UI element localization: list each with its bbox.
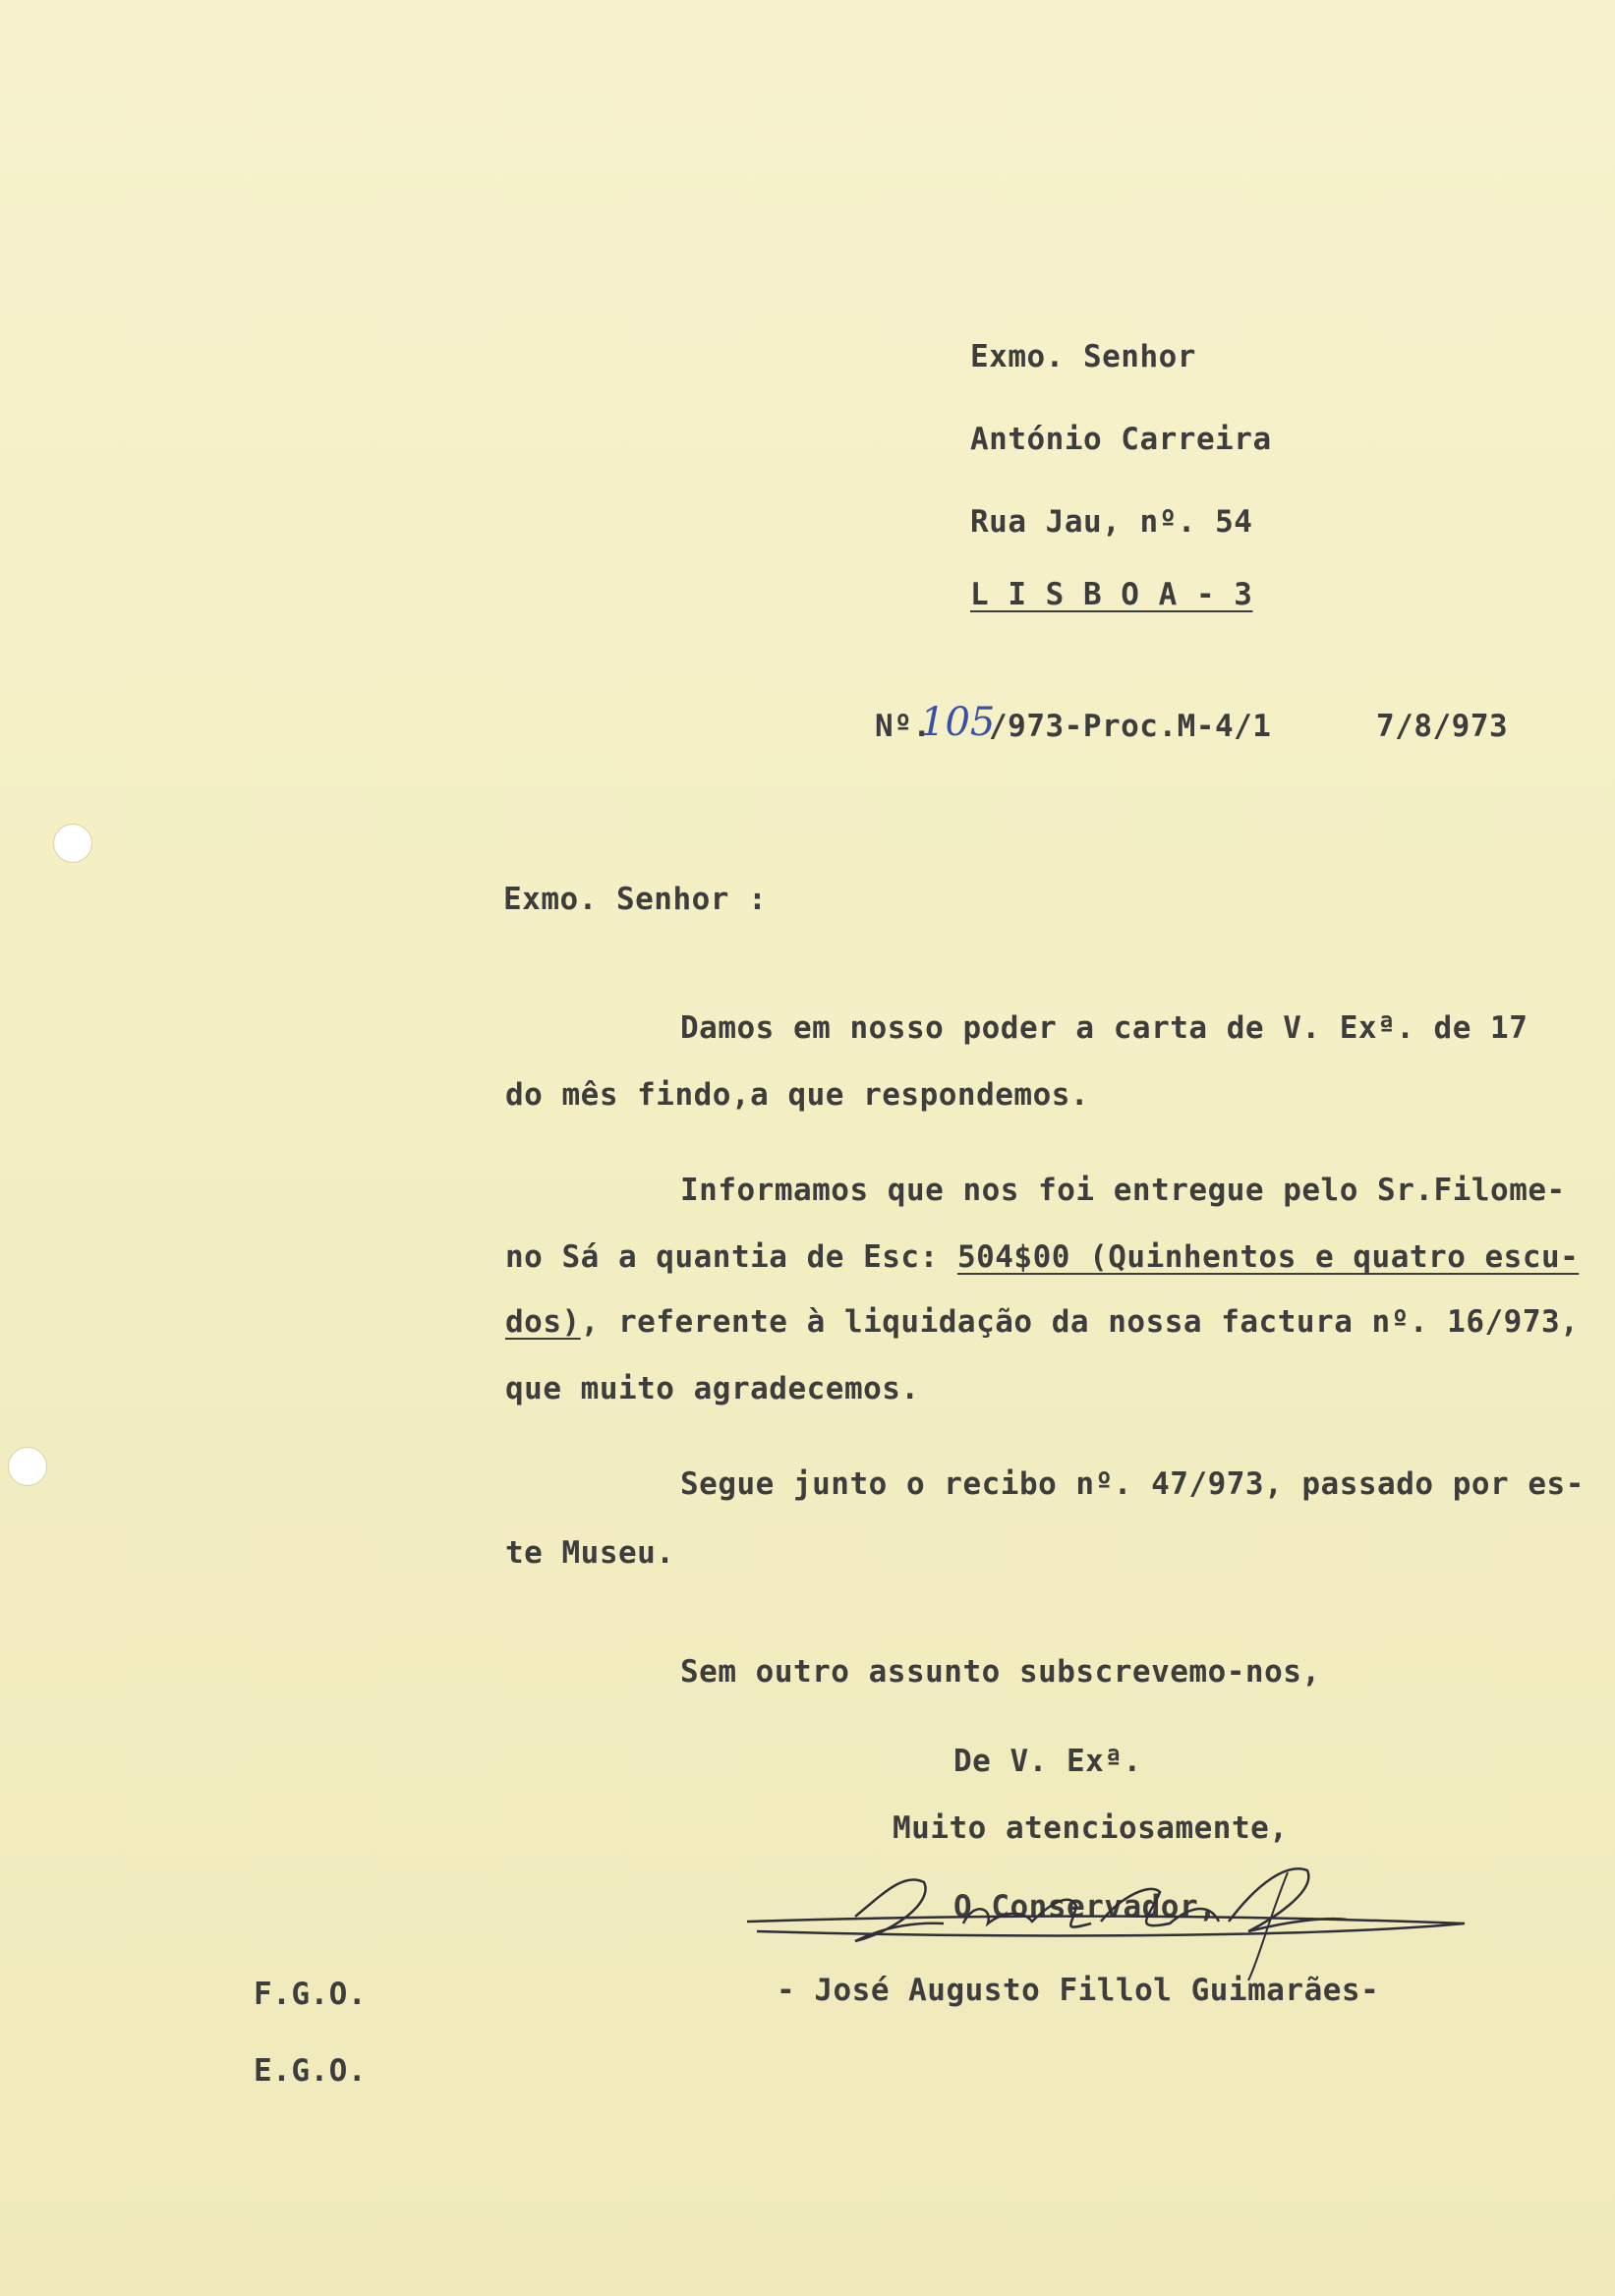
closing-role: O Conservador,	[953, 1889, 1218, 1924]
handwritten-reference-number: 105	[920, 700, 996, 745]
paragraph-2-line-2	[505, 1239, 1579, 1275]
punch-hole-bottom	[8, 1447, 47, 1486]
closing-line-2: Muito atenciosamente,	[893, 1810, 1289, 1846]
paragraph-1-line-1: Damos em nosso poder a carta de V. Exª. de 17	[680, 1010, 1528, 1046]
initials-2: E.G.O.	[254, 2053, 367, 2089]
paragraph-2-line-2-text: no Sá a quantia de Esc:	[505, 1239, 957, 1275]
recipient-city: L I S B O A - 3	[970, 577, 1253, 612]
paragraph-2-line-4: que muito agradecemos.	[505, 1371, 920, 1406]
paragraph-3-line-2: te Museu.	[505, 1535, 675, 1571]
amount-underlined: 504$00 (Quinhentos e quatro escu-	[956, 1239, 1580, 1275]
paragraph-1-line-2: do mês findo,a que respondemos.	[505, 1077, 1090, 1113]
paragraph-2-line-1: Informamos que nos foi entregue pelo Sr.Filome-	[680, 1173, 1566, 1208]
closing-line-1: De V. Exª.	[953, 1744, 1142, 1779]
recipient-street: Rua Jau, nº. 54	[970, 504, 1253, 540]
signatory-name: - José Augusto Fillol Guimarães-	[777, 1973, 1380, 2008]
reference-prefix: Nº.	[875, 709, 932, 744]
initials-1: F.G.O.	[254, 1977, 367, 2012]
paragraph-2-line-3	[505, 1304, 1579, 1340]
punch-hole-top	[53, 824, 92, 863]
paragraph-2-line-3-text: , referente à liquidação da nossa factura nº. 16/973,	[580, 1304, 1580, 1340]
recipient-salutation: Exmo. Senhor	[970, 339, 1196, 374]
reference-date: 7/8/973	[1376, 709, 1509, 744]
amount-underlined-end: dos)	[505, 1304, 581, 1340]
paragraph-3-line-1: Segue junto o recibo nº. 47/973, passado por es-	[680, 1466, 1585, 1502]
recipient-name: António Carreira	[970, 422, 1272, 457]
paragraph-4-line-1: Sem outro assunto subscrevemo-nos,	[680, 1654, 1321, 1690]
reference-code: /973-Proc.M-4/1	[989, 709, 1272, 744]
letter-greeting: Exmo. Senhor :	[503, 882, 768, 917]
